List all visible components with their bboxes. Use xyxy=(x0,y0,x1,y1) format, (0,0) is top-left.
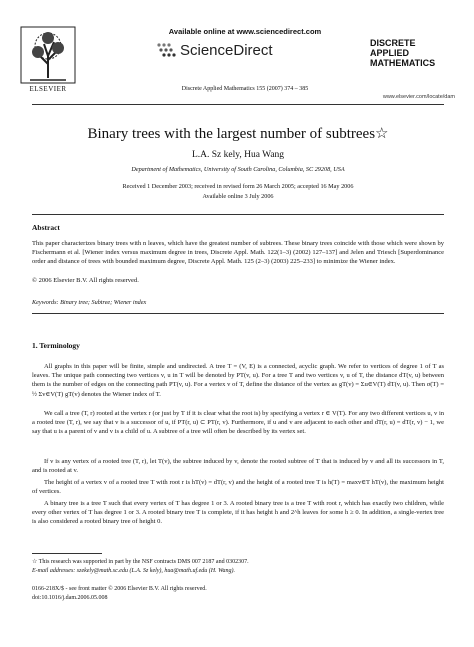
body-paragraph: If v is any vertex of a rooted tree (T, r), let T(v), the subtree induced by v, denote the rooted subtree of T that is induced by v and all its successors in T, and is rooted at v. xyxy=(32,458,444,475)
abstract-top-rule xyxy=(32,214,444,215)
footnote-rule xyxy=(32,553,102,554)
author-affiliation: Department of Mathematics, University of South Carolina, Columbia, SC 29208, USA xyxy=(131,166,345,173)
abstract-bottom-rule xyxy=(32,313,444,314)
article-dates xyxy=(32,182,444,202)
article-authors: L.A. Sz kely, Hua Wang xyxy=(191,150,285,160)
abstract-heading: Abstract xyxy=(32,223,60,232)
publisher-name: ELSEVIER xyxy=(29,85,67,93)
header-rule xyxy=(32,104,444,105)
abstract-text: This paper characterizes binary trees with n leaves, which have the greatest number of subtrees. These binary trees coincide with those which were shown by Fischermann et al. [Wiener index versus maximum degree in trees, Discrete Appl. Math. 122(1–3) (2002) 127–137] and Jelen and Triesch [Superdominance order and distance of trees with bounded maximum degree, Discrete Appl. Math. 125 (2–3) (2003) 225–233] to minimize the Wiener index. xyxy=(32,240,444,266)
journal-citation: Discrete Applied Mathematics 155 (2007) 374 – 385 xyxy=(181,86,309,92)
body-paragraph: All graphs in this paper will be finite, simple and undirected. A tree T = (V, E) is a connected, acyclic graph. We refer to vertices of degree 1 of T as leaves. The unique path connecting two vertices v, u in T will be denoted by PT(v, u). For a tree T and two vertices v, u of T, the distance dT(v, u) between them is the number of edges on the connecting path PT(v, u). For a vertex v of T, define the distance of the vertex as gT(v) = Σu∈V(T) dT(v, u). Then σ(T) = ½ Σv∈V(T) gT(v) denotes the Wiener index of T. xyxy=(32,363,444,398)
journal-name-line: APPLIED xyxy=(370,48,410,58)
journal-name-line: MATHEMATICS xyxy=(370,58,436,68)
issn-line: 0166-218X/$ - see front matter © 2006 Elsevier B.V. All rights reserved. xyxy=(32,586,207,592)
section-heading: 1. Terminology xyxy=(32,341,80,350)
online-date: Available online 3 July 2006 xyxy=(202,193,274,200)
sciencedirect-wordmark: ScienceDirect xyxy=(180,41,273,59)
received-dates: Received 1 December 2003; received in revised form 26 March 2005; accepted 16 May 2006 xyxy=(122,183,354,190)
body-paragraph: A binary tree is a tree T such that every vertex of T has degree 1 or 3. A rooted binary tree is a tree T with root r, which has exactly two children, while every other vertex of T has degree 1 or 3. A rooted binary tree T is complete, if it has height h and 2^h leaves for some h ≥ 0. In addition, a single-vertex tree is also considered a rooted binary tree of height 0. xyxy=(32,500,444,526)
elsevier-tree-logo xyxy=(20,26,76,84)
journal-url-link[interactable]: www.elsevier.com/locate/dam xyxy=(382,94,455,100)
funding-footnote: ☆ This research was supported in part by the NSF contracts DMS 007 2187 and 0302307. xyxy=(32,559,249,565)
journal-name-block xyxy=(370,38,442,68)
article-title: Binary trees with the largest number of subtrees☆ xyxy=(87,126,389,142)
doi-line[interactable]: doi:10.1016/j.dam.2006.05.008 xyxy=(32,595,108,601)
body-paragraph: We call a tree (T, r) rooted at the vertex r (or just by T if it is clear what the root is) by specifying a vertex r ∈ V(T). For any two different vertices u, v in a rooted tree (T, r), we say that v is a successor of u, if PT(r, u) ⊂ PT(r, v). Furthermore, if u and v are adjacent to each other and dT(r, u) = dT(r, v) − 1, we say that u is a parent of v and v is a child of u. A subtree of a tree will often be described by its vertex set. xyxy=(32,410,444,436)
available-online-line[interactable]: Available online at www.sciencedirect.com xyxy=(168,27,322,36)
journal-name-line: DISCRETE xyxy=(370,38,416,48)
email-footnote[interactable]: E-mail addresses: szekely@math.sc.edu (L.A. Sz kely), hua@math.uf.edu (H. Wang). xyxy=(32,568,236,574)
sciencedirect-brand[interactable] xyxy=(156,41,273,59)
abstract-copyright: © 2006 Elsevier B.V. All rights reserved. xyxy=(32,277,139,284)
keywords: Keywords: Binary tree; Subtree; Wiener index xyxy=(32,299,147,306)
sciencedirect-dots-icon xyxy=(156,42,176,58)
body-paragraph: The height of a vertex v of a rooted tree T with root r is hT(v) = dT(r, v) and the height of a rooted tree T is h(T) = maxv∈T hT(v), the maximum height of vertices. xyxy=(32,479,444,496)
